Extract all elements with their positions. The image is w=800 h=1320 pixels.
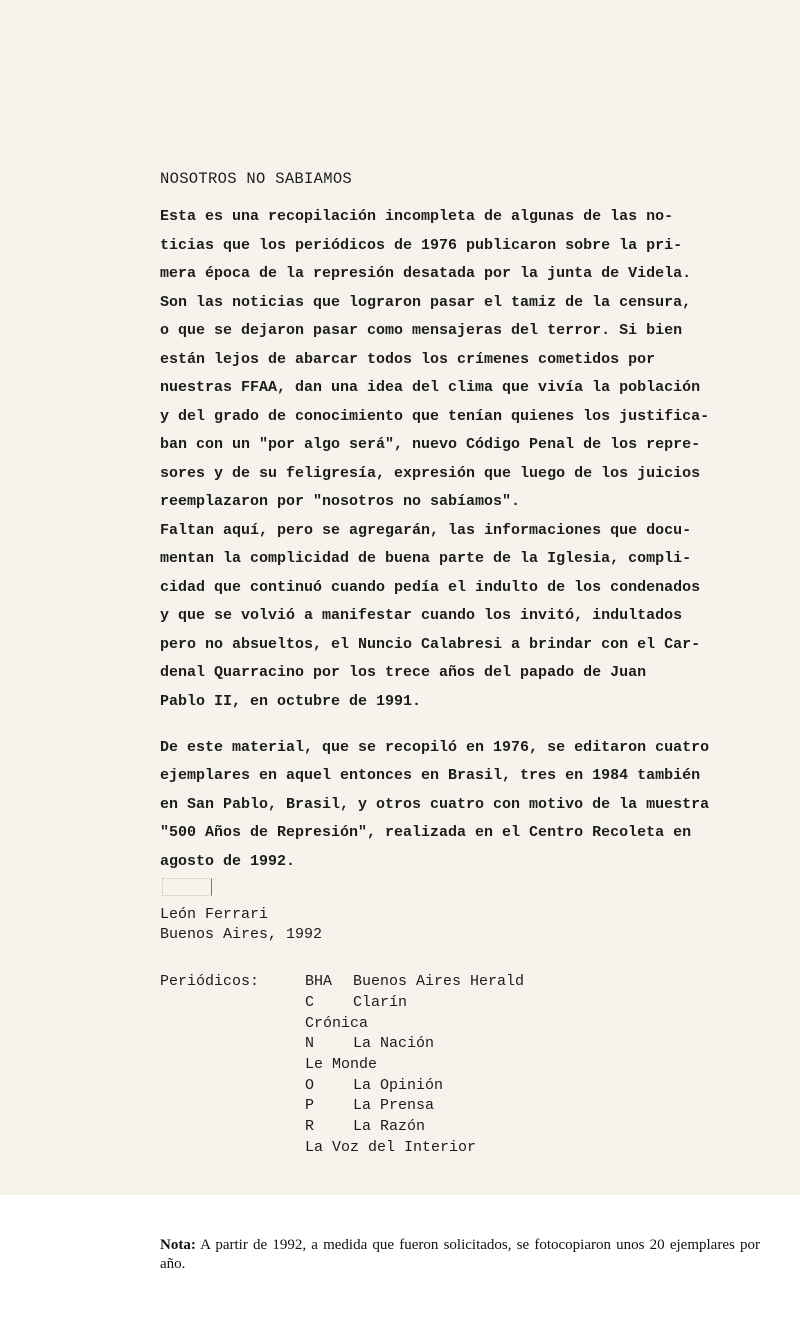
source-code: BHA	[305, 973, 333, 990]
text-line: Son las noticias que lograron pasar el tamiz de la censura,	[160, 294, 692, 311]
footnote-label: Nota:	[160, 1237, 196, 1253]
place-date: Buenos Aires, 1992	[160, 926, 323, 943]
list-item	[305, 1096, 434, 1116]
sources-label: Periódicos:	[160, 973, 260, 990]
footnote	[160, 1236, 760, 1274]
source-name: La Nación	[353, 1035, 435, 1052]
source-code: N	[305, 1035, 315, 1052]
list-item	[305, 993, 407, 1013]
text-line: pero no absueltos, el Nuncio Calabresi a brindar con el Car-	[160, 636, 701, 653]
text-line: y que se volvió a manifestar cuando los invitó, indultados	[160, 607, 683, 624]
list-item	[305, 972, 524, 992]
source-name: Crónica	[305, 1015, 369, 1032]
list-item	[305, 1014, 368, 1034]
text-line: nuestras FFAA, dan una idea del clima que vivía la población	[160, 379, 701, 396]
text-line: "500 Años de Represión", realizada en el Centro Recoleta en	[160, 824, 692, 841]
source-name: La Voz del Interior	[305, 1139, 477, 1156]
text-line: agosto de 1992.	[160, 853, 296, 870]
source-name: La Opinión	[353, 1077, 444, 1094]
list-item	[305, 1076, 443, 1096]
source-code: C	[305, 994, 315, 1011]
author-name: León Ferrari	[160, 906, 269, 923]
text-line: cidad que continuó cuando pedía el indulto de los condenados	[160, 579, 701, 596]
text-line: mentan la complicidad de buena parte de la Iglesia, compli-	[160, 550, 692, 567]
source-name: Clarín	[353, 994, 408, 1011]
text-line: y del grado de conocimiento que tenían quienes los justifica-	[160, 408, 710, 425]
document-title: NOSOTROS NO SABIAMOS	[160, 170, 353, 188]
list-item	[305, 1034, 434, 1054]
text-line: Pablo II, en octubre de 1991.	[160, 693, 422, 710]
source-name: Buenos Aires Herald	[353, 973, 525, 990]
source-name: La Razón	[353, 1118, 426, 1135]
source-code: P	[305, 1097, 315, 1114]
text-line: Faltan aquí, pero se agregarán, las informaciones que docu-	[160, 522, 692, 539]
list-item	[305, 1138, 476, 1158]
source-name: Le Monde	[305, 1056, 378, 1073]
text-line: sores y de su feligresía, expresión que luego de los juicios	[160, 465, 701, 482]
text-line: o que se dejaron pasar como mensajeras del terror. Si bien	[160, 322, 683, 339]
text-line: ticias que los periódicos de 1976 publicaron sobre la pri-	[160, 237, 683, 254]
text-line: denal Quarracino por los trece años del papado de Juan	[160, 664, 647, 681]
source-name: La Prensa	[353, 1097, 435, 1114]
text-line: ejemplares en aquel entonces en Brasil, tres en 1984 también	[160, 767, 701, 784]
source-code: O	[305, 1077, 315, 1094]
text-line: en San Pablo, Brasil, y otros cuatro con motivo de la muestra	[160, 796, 710, 813]
text-line: mera época de la represión desatada por la junta de Videla.	[160, 265, 692, 282]
text-line: Esta es una recopilación incompleta de algunas de las no-	[160, 208, 674, 225]
text-line: reemplazaron por "nosotros no sabíamos".	[160, 493, 521, 510]
text-line: ban con un "por algo será", nuevo Código Penal de los repre-	[160, 436, 701, 453]
list-item	[305, 1055, 377, 1075]
text-line: De este material, que se recopiló en 1976, se editaron cuatro	[160, 739, 710, 756]
footnote-text: A partir de 1992, a medida que fueron solicitados, se fotocopiaron unos 20 ejemplares por año.	[160, 1237, 760, 1272]
correction-mark	[162, 878, 212, 896]
list-item	[305, 1117, 425, 1137]
text-line: están lejos de abarcar todos los crímenes cometidos por	[160, 351, 656, 368]
source-code: R	[305, 1118, 315, 1135]
